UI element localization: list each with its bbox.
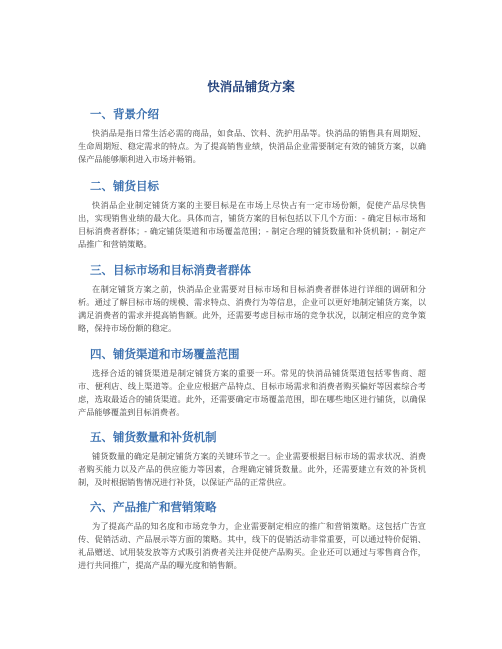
section-body-target-market: 在制定铺货方案之前，快消品企业需要对目标市场和目标消费者群体进行详细的调研和分析。通过了解目标市场的规模、需求特点、消费行为等信息，企业可以更好地制定铺货方案，以满足消费者的需求并提高销售额。此外，还需要考虑目标市场的竞争状况，以制定相应的竞争策略，保持市场份额的稳定。 [78, 284, 426, 333]
section-heading-background: 一、背景介绍 [90, 107, 159, 121]
document-title: 快消品铺货方案 [207, 79, 295, 94]
section-body-background: 快消品是指日常生活必需的商品，如食品、饮料、洗护用品等。快消品的销售具有周期短、生命周期短、稳定需求的特点。为了提高销售业绩，快消品企业需要制定有效的铺货方案，以确保产品能够顺利进入市场并畅销。 [78, 128, 426, 164]
section-heading-promotion: 六、产品推广和营销策略 [90, 500, 217, 514]
section-heading-channels: 四、铺货渠道和市场覆盖范围 [90, 347, 240, 361]
section-body-goals: 快消品企业制定铺货方案的主要目标是在市场上尽快占有一定市场份额，促使产品尽快售出，实现销售业绩的最大化。具体而言，铺货方案的目标包括以下几个方面：- 确定目标市场和目标消费者群体；- 确定铺货渠道和市场覆盖范围；- 制定合理的铺货数量和补货机制；- 制定产品推广和营销策略。 [78, 200, 426, 249]
section-body-channels: 选择合适的铺货渠道是制定铺货方案的重要一环。常见的快消品铺货渠道包括零售商、超市、便利店、线上渠道等。企业应根据产品特点、目标市场需求和消费者购买偏好等因素综合考虑，选取最适合的铺货渠道。此外，还需要确定市场覆盖范围，即在哪些地区进行铺货，以确保产品能够覆盖到目标消费者。 [78, 368, 426, 417]
section-heading-quantity: 五、铺货数量和补货机制 [90, 430, 217, 444]
section-body-promotion: 为了提高产品的知名度和市场竞争力，企业需要制定相应的推广和营销策略。这包括广告宣传、促销活动、产品展示等方面的策略。其中，线下的促销活动非常重要，可以通过特价促销、礼品赠送、试用装发放等方式吸引消费者关注并促使产品购买。企业还可以通过与零售商合作，进行共同推广，提高产品的曝光度和销售额。 [78, 521, 426, 570]
section-body-quantity: 铺货数量的确定是制定铺货方案的关键环节之一。企业需要根据目标市场的需求状况、消费者购买能力以及产品的供应能力等因素，合理确定铺货数量。此外，还需要建立有效的补货机制，及时根据销售情况进行补货，以保证产品的正常供应。 [78, 451, 426, 487]
section-heading-target-market: 三、目标市场和目标消费者群体 [90, 263, 251, 277]
section-heading-goals: 二、铺货目标 [90, 179, 159, 193]
